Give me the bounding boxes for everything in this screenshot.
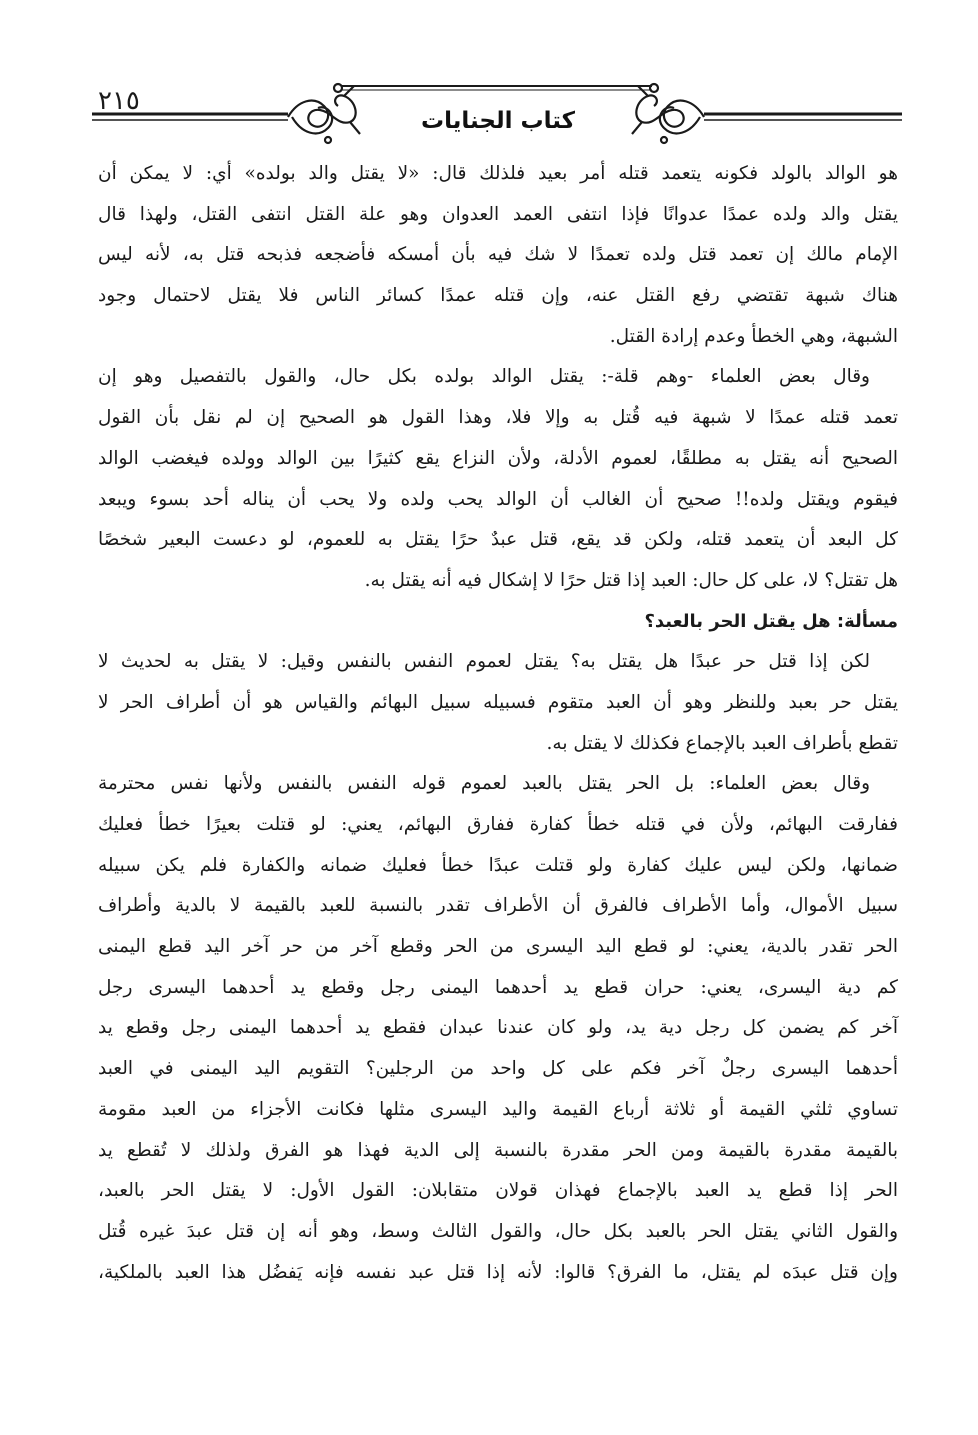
page-body	[98, 154, 898, 1414]
text-line: الإمام مالك إن تعمد قتل ولده تعمدًا لا شك فيه بأن أمسكه فأضجعه فذبحه قتل به، لأنه ليس	[98, 244, 898, 266]
text-line: فيقوم ويقتل ولده!! صحيح أن الغالب أن الوالد يحب ولده ولا يحب أن يناله أحد بسوء ويبعد	[98, 488, 898, 510]
text-line: تساوي ثلثي القيمة أو ثلاثة أرباع القيمة واليد اليسرى مثلها فكانت الأجزاء من العبد مقومة	[98, 1098, 898, 1120]
text-line: وقال بعض العلماء -وهم قلة-: يقتل الوالد بولده بكل حال، والقول بالتفصيل وهو إن	[98, 366, 870, 388]
section-heading: مسألة: هل يقتل الحر بالعبد؟	[644, 610, 898, 632]
left-ornament-icon	[288, 84, 360, 143]
page-number: ٢١٥	[98, 86, 140, 116]
text-line: آخر كم يضمن كل رجل دية يد، ولو كان عندنا عبدان فقطع يد أحدهما اليمنى رجل وقطع يد	[98, 1017, 898, 1039]
text-line: الشبهة، وهي الخطأ وعدم إرادة القتل.	[609, 325, 898, 347]
text-line: سبيل الأموال، وأما الأطراف فالفرق أن الأطراف تقدر بالنسبة للعبد بالقيمة لا بالدية وأطراف	[98, 895, 898, 917]
text-line: والقول الثاني يقتل الحر بالعبد بكل حال، والقول الثالث وسط، وهو أنه إن قتل عبدَ غيره قُتل	[98, 1220, 898, 1242]
text-line: تعمد قتله عمدًا لا شبهة فيه قُتل به وإلا فلا، وهذا القول هو الصحيح إن لم نقل بأن القول	[98, 407, 898, 429]
text-line: وقال بعض العلماء: بل الحر يقتل بالعبد لعموم قوله النفس بالنفس ولأنها نفس محترمة	[98, 773, 870, 795]
text-line: أحدهما اليسرى رجلٌ آخر فكم على كل واحد من الرجلين؟ التقويم اليد اليمنى في العبد	[98, 1058, 898, 1080]
text-line: الحر إذا قطع يد العبد بالإجماع فهذان قولان متقابلان: القول الأول: لا يقتل الحر بالعبد،	[98, 1180, 898, 1202]
text-line: الصحيح أنه يقتل به مطلقًا، لعموم الأدلة، ولأن النزاع يقع كثيرًا بين الوالد وولده فيغضب الوالد	[98, 447, 898, 469]
text-line: وإن قتل عبدَه لم يقتل، ما الفرق؟ قالوا: لأنه إذا قتل عبد نفسه فإنه يَفضُل هذا العبد بالملكية،	[98, 1261, 898, 1283]
text-line: بالقيمة مقدرة بالقيمة ومن الحر مقدرة بالنسبة إلى الدية فهذا هو الفرق ولذلك لا تُقطع يد	[98, 1139, 898, 1161]
text-line: هناك شبهة تقتضي رفع القتل عنه، وإن قتله عمدًا كسائر الناس فلا يقتل لاحتمال وجود	[98, 285, 898, 307]
text-line: كل البعد أن يتعمد قتله، ولكن قد يقع، قتل عبدٌ حرًا يقتل به للعموم، لو دعست البعير شخصًا	[98, 529, 898, 551]
running-title: كتاب الجنايات	[420, 108, 576, 134]
text-line: الحر تقدر بالدية، يعني: لو قطع اليد اليسرى من الحر وقطع آخر من حر آخر اليد قطع اليمنى	[98, 936, 898, 958]
text-line: تقطع بأطراف العبد بالإجماع فكذلك لا يقتل به.	[546, 732, 898, 754]
text-line: يقتل حر بعبد وللنظر وهو أن العبد متقوم فسبيله سبيل البهائم والقياس هو أن أطراف الحر لا	[98, 691, 898, 713]
text-line: هل تقتل؟ لا، على كل حال: العبد إذا قتل حرًا لا إشكال فيه أنه يقتل به.	[364, 569, 898, 591]
text-line: يقتل والد ولده عمدًا عدوانًا فإذا انتفى العمد العدوان وهو علة القتل انتفى القتل، ولهذا قال	[98, 203, 898, 225]
right-ornament-icon	[632, 84, 704, 143]
text-line: ففارقت البهائم، ولأن في قتله خطأ كفارة ففارق البهائم، يعني: لو قتلت بعيرًا خطأ فعليك	[98, 814, 898, 835]
text-line: لكن إذا قتل حر عبدًا هل يقتل به؟ يقتل لعموم النفس بالنفس وقيل: لا يقتل به لحديث لا	[98, 651, 870, 673]
text-line: ضمانها، ولكن ليس عليك كفارة ولو قتلت عبدًا خطأ فعليك ضمانه والكفارة فلم يكن سبيله	[98, 854, 898, 876]
text-line: هو الوالد بالولد فكونه يتعمد قتله أمر بعيد فلذلك قال: «لا يقتل والد بولده» أي: لا يمكن أن	[98, 163, 898, 184]
text-line: كم دية اليسرى، يعني: حران قطع يد أحدهما اليمنى رجل وقطع يد أحدهما اليسرى رجل	[98, 976, 898, 998]
page-header	[92, 78, 902, 148]
